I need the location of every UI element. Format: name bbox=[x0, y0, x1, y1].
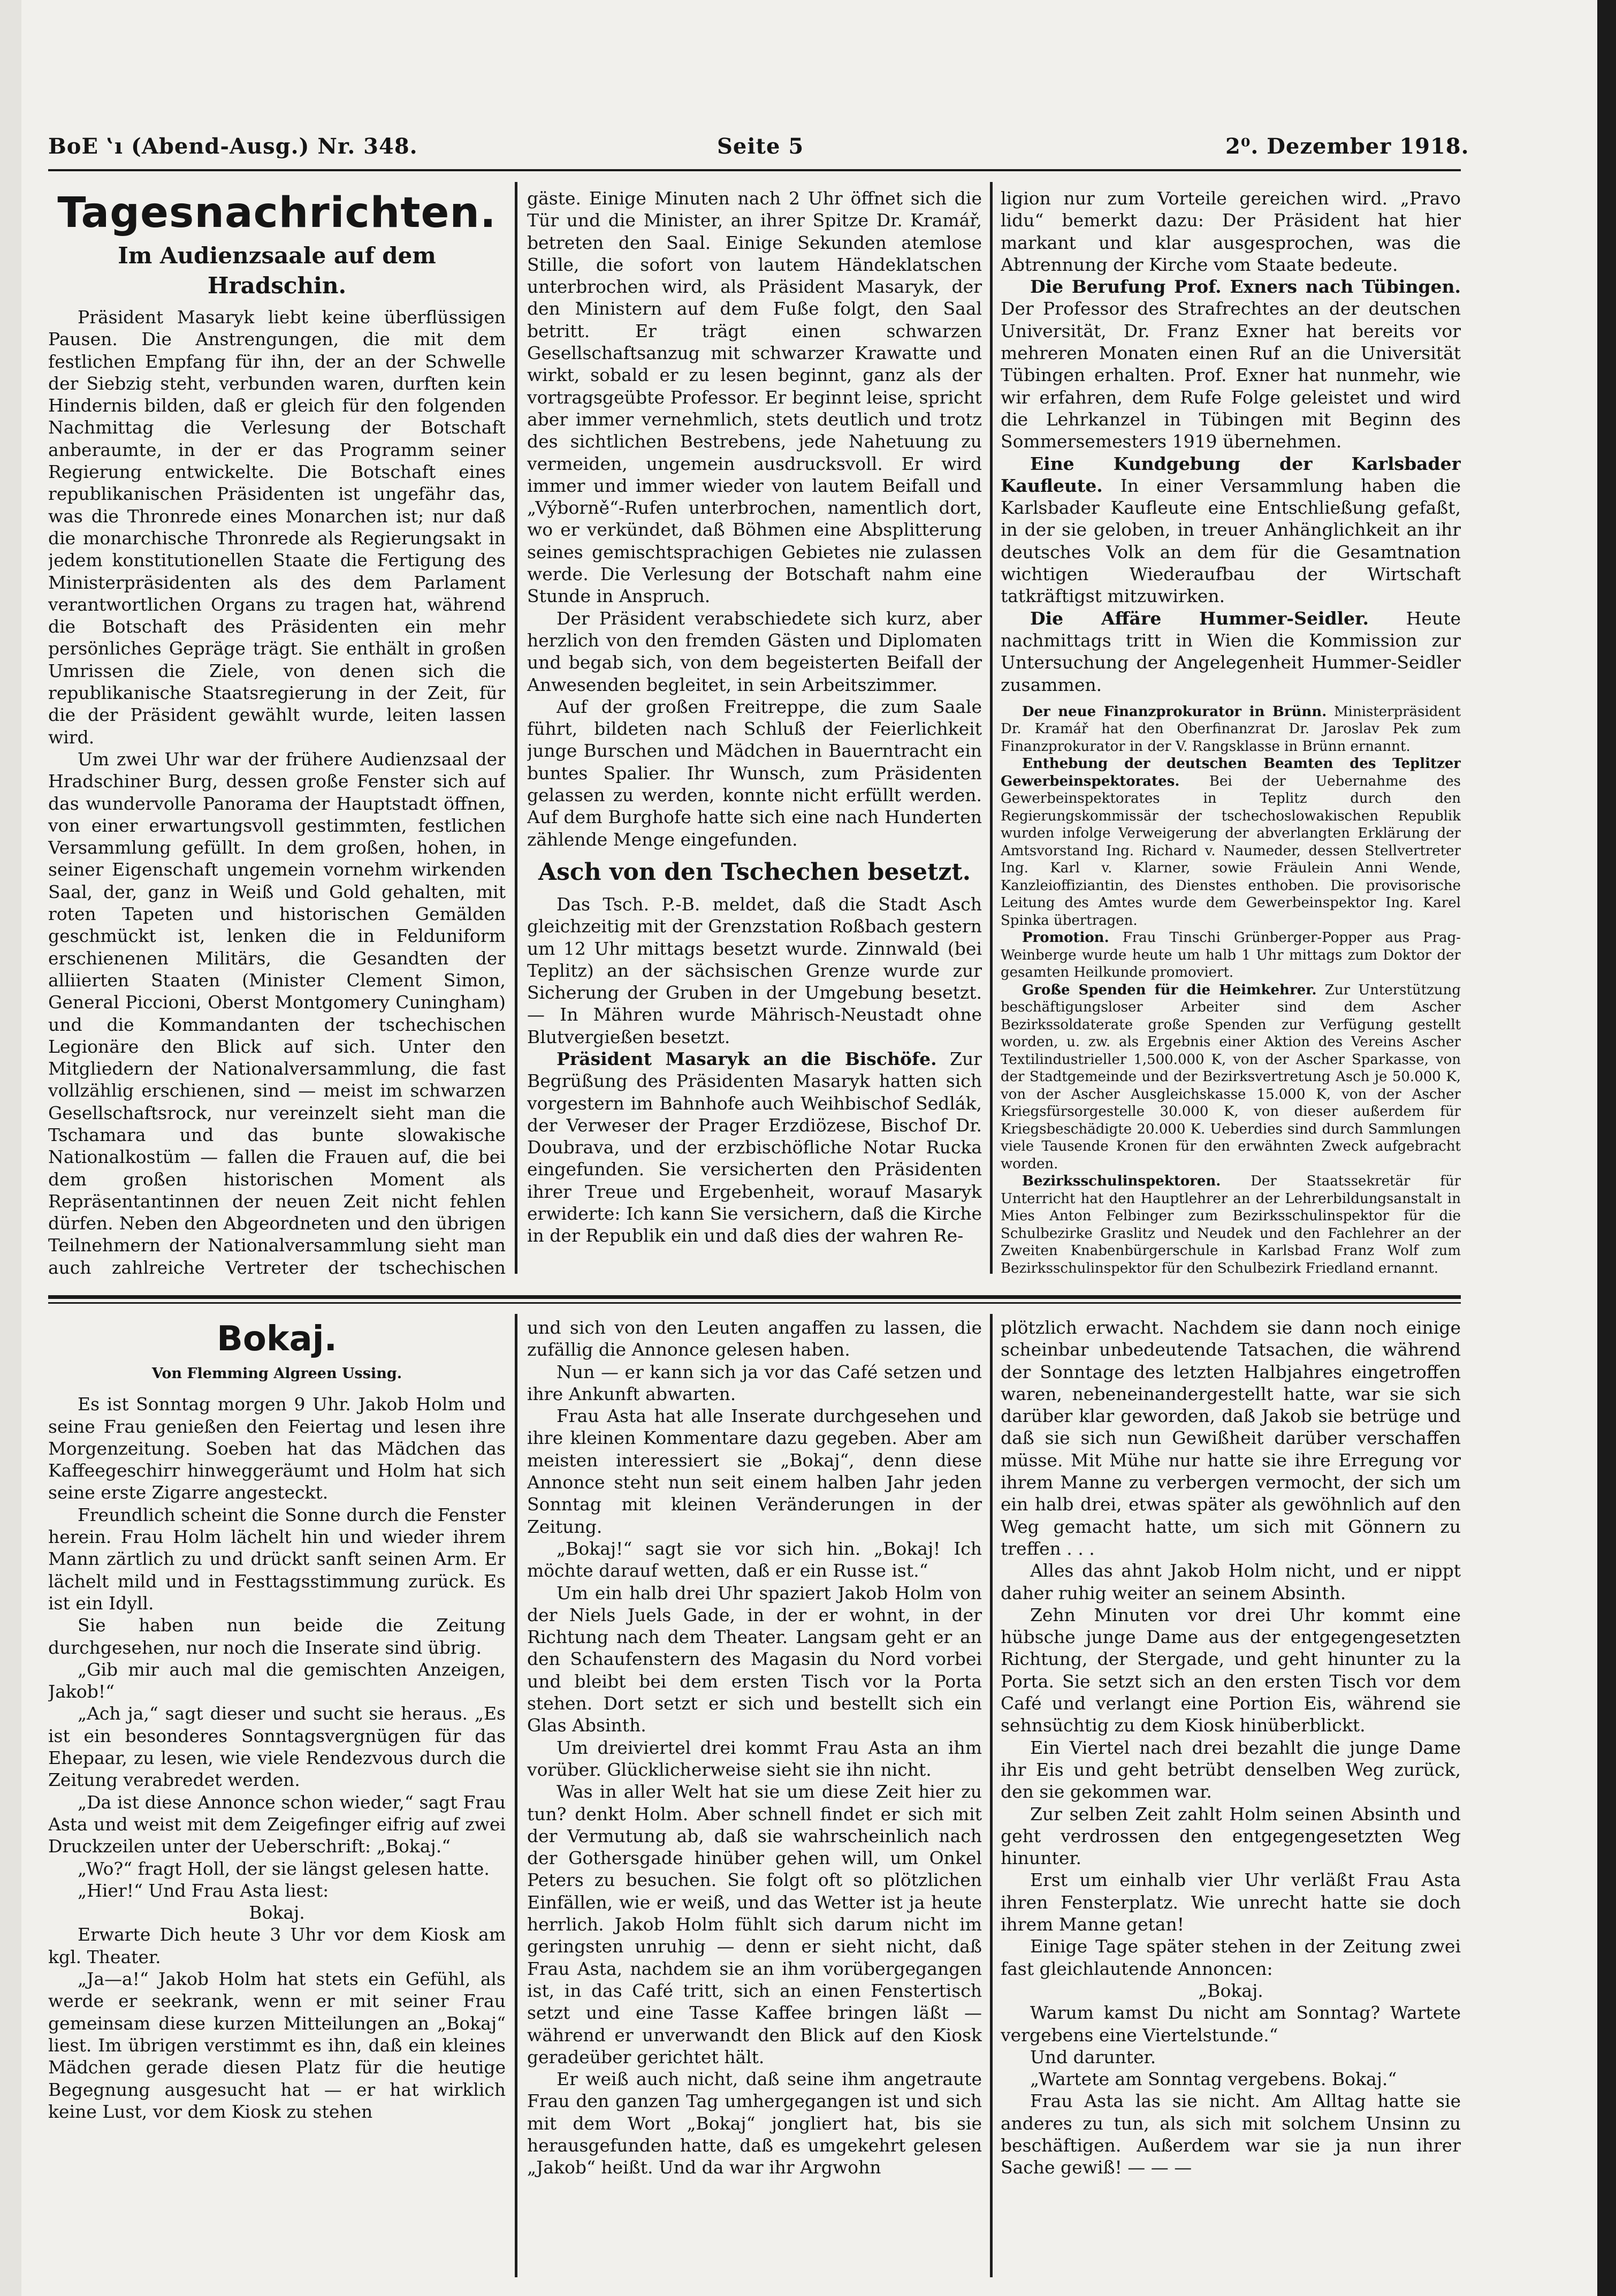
feuilleton-rule bbox=[48, 1295, 1461, 1299]
small-print-items bbox=[1001, 703, 1461, 1278]
news-item bbox=[1001, 929, 1461, 982]
news-item-text: Bei der Uebernahme des Gewerbeinspektorates in Teplitz durch den Regierungskommissär der tschechoslowakischen Republik wurden infolge Verweigerung der abverlangten Erklärung der Amtsvorstand Ing. Richard v. Naumeder, dessen Stellvertreter Ing. Karl v. Klarner, sowie Fräulein Anni Wende, Kanzleioffiziantin, des Dienstes enthoben. Die provisorische Leitung des Amtes wurde dem Gewerbeinspektor Ing. Karel Spinka übertragen. bbox=[1001, 773, 1461, 929]
column-right bbox=[1001, 187, 1461, 1279]
feuilleton-column-2 bbox=[527, 1317, 982, 2280]
paragraph: Es ist Sonntag morgen 9 Uhr. Jakob Holm und seine Frau genießen den Feiertag und lesen ihre Morgenzeitung. Soeben hat das Mädchen das Kaffeegeschirr hinweggeräumt und Holm hat sich seine erste Zigarre angesteckt. bbox=[48, 1394, 506, 1503]
paragraph: Frau Asta las sie nicht. Am Alltag hatte sie anderes zu tun, als sich mit solchem Unsinn zu beschäftigen. Außerdem war sie ja nun ihrer Sache gewiß! — — — bbox=[1001, 2090, 1461, 2178]
paragraph: Der Präsident verabschiedete sich kurz, aber herzlich von den fremden Gästen und Diplomaten und begab sich, von dem begeisterten Beifall der Anwesenden begleitet, in sein Arbeitszimmer. bbox=[527, 607, 982, 695]
paragraph: „Bokaj!“ sagt sie vor sich hin. „Bokaj! Ich möchte darauf wetten, daß er ein Russe ist.“ bbox=[527, 1538, 982, 1582]
news-item bbox=[1001, 453, 1461, 607]
paragraph: „Ja—a!“ Jakob Holm hat stets ein Gefühl, als werde er seekrank, wenn er mit seiner Frau gemeinsam diese kurzen Mitteilungen an „Bokaj“ liest. Im übrigen verstimmt es ihn, daß ein kleines Mädchen gerade diesen Platz für die heutige Begegnung ausgesucht hat — er hat wirklich keine Lust, vor dem Kiosk zu stehen bbox=[48, 1968, 506, 2122]
paragraph: Alles das ahnt Jakob Holm nicht, und er nippt daher ruhig weiter an seinem Absinth. bbox=[1001, 1560, 1461, 1603]
header-page-number: Seite 5 bbox=[717, 134, 804, 159]
paragraph: Nun — er kann sich ja vor das Café setzen und ihre Ankunft abwarten. bbox=[527, 1361, 982, 1404]
paragraph: Erst um einhalb vier Uhr verläßt Frau Asta ihren Fensterplatz. Wie unrecht hatte sie doch ihrem Manne getan! bbox=[1001, 1869, 1461, 1935]
news-item-text: Frau Tinschi Grünberger-Popper aus Prag-Weinberge wurde heute um halb 1 Uhr mittags zum Doktor der gesamten Heilkunde promoviert. bbox=[1001, 930, 1461, 981]
column-rule bbox=[990, 1314, 993, 2277]
paragraph: Frau Asta hat alle Inserate durchgesehen und ihre kleinen Kommentare dazu gegeben. Aber am meisten interessiert sie „Bokaj“, denn diese Annonce steht nun seit einem halben Jahr jeden Sonntag mit kleinen Veränderungen in der Zeitung. bbox=[527, 1405, 982, 1537]
news-item bbox=[1001, 703, 1461, 756]
feuilleton-column-3 bbox=[1001, 1317, 1461, 2280]
paragraph: „Da ist diese Annonce schon wieder,“ sagt Frau Asta und weist mit dem Zeigefinger eifrig auf zwei Druckzeilen unter der Ueberschrift: „Bokaj.“ bbox=[48, 1791, 506, 1857]
news-item bbox=[1001, 755, 1461, 929]
article-text: Zur Begrüßung des Präsidenten Masaryk hatten sich vorgestern im Bahnhofe auch Weihbischof Sedlák, der Verweser der Prager Erzdiözese, Bischof Dr. Doubrava, und der erzbischöfliche Notar Rucka eingefunden. Sie versicherten den Präsidenten ihrer Treue und Ergebenheit, worauf Masaryk erwiderte: Ich kann Sie versichern, daß die Kirche in der Republik ein und daß dies der wahren Re- bbox=[527, 1048, 982, 1246]
news-item-lead: Große Spenden für die Heimkehrer. bbox=[1022, 982, 1317, 998]
paragraph: Zehn Minuten vor drei Uhr kommt eine hübsche junge Dame aus der entgegengesetzten Richtung, der Stergade, und geht hinunter zu la Porta. Sie setzt sich an den ersten Tisch vor dem Café und verlangt eine Portion Eis, während sie sehnsüchtig zu dem Kiosk hinüberblickt. bbox=[1001, 1604, 1461, 1736]
news-item-text: Der Professor des Strafrechtes an der deutschen Universität, Dr. Franz Exner hat bereits vor mehreren Monaten einen Ruf an die Universität Tübingen erhalten. Prof. Exner hat nunmehr, wie wir erfahren, dem Rufe Folge geleistet und wird die Lehrkanzel in Tübingen mit Beginn des Sommersemesters 1919 übernehmen. bbox=[1001, 298, 1461, 452]
paragraph: „Hier!“ Und Frau Asta liest: bbox=[78, 1880, 329, 1901]
paragraph bbox=[527, 1048, 982, 1247]
paragraph: plötzlich erwacht. Nachdem sie dann noch einige scheinbar unbedeutende Tatsachen, die während der Sonntage des letzten Halbjahres eingetroffen waren, nebeneinandergestellt hatte, war sie sich darüber klar geworden, daß Jakob sie betrüge und daß sie sich nun Gewißheit darüber verschaffen müsse. Mit Mühe nur hatte sie ihre Erregung vor ihrem Manne zu verbergen vermocht, der sich um ein halb drei, etwas später als gewöhnlich auf den Weg gemacht hatte, um sich mit Gönnern zu treffen . . . bbox=[1001, 1317, 1461, 1559]
column-rule bbox=[515, 182, 517, 1274]
paragraph: Und darunter. bbox=[1030, 2046, 1156, 2067]
running-header bbox=[48, 134, 1469, 171]
column-rule bbox=[515, 1314, 517, 2277]
article-headline: Im Audienzsaale auf dem Hradschin. bbox=[118, 242, 436, 299]
scan-right-edge bbox=[1597, 0, 1616, 2296]
news-item-lead: Eine Kundgebung der Karlsbader Kaufleute. bbox=[1001, 453, 1461, 496]
feuilleton-title: Bokaj. bbox=[217, 1319, 337, 1359]
paragraph: Erwarte Dich heute 3 Uhr vor dem Kiosk am kgl. Theater. bbox=[48, 1924, 506, 1967]
news-item bbox=[1001, 276, 1461, 452]
paragraph: Sie haben nun beide die Zeitung durchgesehen, nur noch die Inserate sind übrig. bbox=[48, 1615, 506, 1658]
feuilleton-column-1 bbox=[48, 1317, 506, 2280]
paragraph: „Gib mir auch mal die gemischten Anzeigen, Jakob!“ bbox=[48, 1659, 506, 1702]
paragraph: Das Tsch. P.-B. meldet, daß die Stadt Asch gleichzeitig mit der Grenzstation Roßbach gestern um 12 Uhr mittags besetzt wurde. Zinnwald (bei Teplitz) an der sächsischen Grenze wurde zur Sicherung der Gruben in der Umgebung besetzt. — In Mähren wurde Mährisch-Neustadt ohne Blutvergießen besetzt. bbox=[527, 893, 982, 1047]
news-item-lead: Die Berufung Prof. Exners nach Tübingen. bbox=[1030, 276, 1461, 298]
news-item-lead: Promotion. bbox=[1022, 930, 1109, 946]
column-rule bbox=[990, 182, 993, 1274]
column-tagesnachrichten bbox=[48, 187, 506, 1279]
paragraph: Einige Tage später stehen in der Zeitung zwei fast gleichlautende Annoncen: bbox=[1001, 1936, 1461, 1979]
paragraph: Freundlich scheint die Sonne durch die Fenster herein. Frau Holm lächelt hin und wieder ihrem Mann zärtlich zu und drückt sanft seinen Arm. Er lächelt mild und in Festtagsstimmung zurück. Es ist ein Idyll. bbox=[48, 1504, 506, 1614]
header-date: 2⁰. Dezember 1918. bbox=[1225, 134, 1469, 159]
paragraph: Um zwei Uhr war der frühere Audienzsaal der Hradschiner Burg, dessen große Fenster sich auf das wundervolle Panorama der Hauptstadt öffnen, von einer erwartungsvoll gestimmten, festlichen Versammlung gefüllt. In dem großen, hohen, in seiner Eigenschaft ungemein vornehm wirkenden Saal, der, ganz in Weiß und Gold gehalten, mit roten Tapeten und historischen Gemälden geschmückt ist, lenken die in Felduniform erschienenen Militärs, die Gesandten der alliierten Staaten (Minister Clement Simon, General Piccioni, Oberst Montgomery Cuningham) und die Kommandanten der tschechischen Legionäre den Blick auf sich. Unter den Mitgliedern der Nationalversammlung, die fast vollzählig erschienen, sind — meist im schwarzen Gesellschaftsrock, nur vereinzelt sieht man die Tschamara und das bunte slowakische Nationalkostüm — fallen die Frauen auf, die bei dem großen historischen Moment als Repräsentantinnen der neuen Zeit nicht fehlen dürfen. Neben den Abgeordneten und den übrigen Teilnehmern der Nationalversammlung sieht man auch zahlreiche Vertreter der tschechischen bbox=[48, 748, 506, 1278]
header-paper-issue: Bo⁠E ⁠‛ı (Abend-Ausg.) Nr. 348. bbox=[48, 134, 418, 159]
article-lead: Präsident Masaryk an die Bischöfe. bbox=[557, 1048, 937, 1069]
paragraph: „Wartete am Sonntag vergebens. Bokaj.“ bbox=[1030, 2069, 1397, 2090]
news-item bbox=[1001, 607, 1461, 696]
paragraph: ligion nur zum Vorteile gereichen wird. „Pravo lidu“ bemerkt dazu: Der Präsident hat hier markant und klar ausgesprochen, was die Abtrennung der Kirche vom Staate bedeute. bbox=[1001, 188, 1461, 275]
paragraph: Was in aller Welt hat sie um diese Zeit hier zu tun? denkt Holm. Aber schnell findet er sich mit der Vermutung ab, daß sie wahrscheinlich nach der Gothersgade hinüber gehen will, um Onkel Peters zu besuchen. Sie folgt oft so plötzlichen Einfällen, wie er weiß, und das Wetter ist ja heute herrlich. Jakob Holm fühlt sich darum nicht im geringsten unruhig — denn er sieht nicht, daß Frau Asta, nachdem sie an ihm vorübergegangen ist, in das Café tritt, sich an einen Fenstertisch setzt und eine Tasse Kaffee bringen läßt — während er unverwandt den Blick auf den Kiosk geradeüber gerichtet hält. bbox=[527, 1781, 982, 2067]
feuilleton-byline: Von Flemming Algreen Ussing. bbox=[151, 1365, 402, 1382]
paragraph: Warum kamst Du nicht am Sonntag? Wartete vergebens eine Viertelstunde.“ bbox=[1001, 2002, 1461, 2046]
news-item-text: In einer Versammlung haben die Karlsbader Kaufleute eine Entschließung gefaßt, in der sie geloben, in treuer Anhänglichkeit an ihr deutsches Volk an dem für die Gesamtnation wichtigen Wiederaufbau der Wirtschaft tatkräftigst mitzuwirken. bbox=[1001, 475, 1461, 607]
paragraph: gäste. Einige Minuten nach 2 Uhr öffnet sich die Tür und die Minister, an ihrer Spitze Dr. Kramář, betreten den Saal. Einige Sekunden atemlose Stille, die sofort von lautem Händeklatschen unterbrochen wird, als Präsident Masaryk, der den Ministern auf dem Fuße folgt, den Saal betritt. Er trägt einen schwarzen Gesellschaftsanzug mit schwarzer Krawatte und wirkt, sobald er zu lesen beginnt, ganz als der vortragsgeübte Professor. Er beginnt leise, spricht aber immer vernehmlich, stets deutlich und trotz des sichtlichen Bestrebens, jede Nahetuung zu vermeiden, ungemein ausdrucksvoll. Er wird immer und immer wieder von lautem Beifall und „Výborně“-Rufen unterbrochen, namentlich dort, wo er verkündet, daß Böhmen eine Absplitterung seines gemischtsprachigen Gebietes nie zulassen werde. Die Verlesung der Botschaft nahm eine Stunde in Anspruch. bbox=[527, 188, 982, 607]
paragraph: „Wo?“ fragt Holl, der sie längst gelesen hatte. bbox=[78, 1858, 490, 1879]
paragraph: Auf der großen Freitreppe, die zum Saale führt, bildeten nach Schluß der Feierlichkeit junge Burschen und Mädchen in Bauerntracht ein buntes Spalier. Ihr Wunsch, zum Präsidenten gelassen zu werden, konnte nicht erfüllt werden. Auf dem Burghofe hatte sich eine nach Hunderten zählende Menge eingefunden. bbox=[527, 696, 982, 850]
paragraph: Zur selben Zeit zahlt Holm seinen Absinth und geht verdrossen den entgegengesetzten Weg hinunter. bbox=[1001, 1803, 1461, 1869]
paragraph: Er weiß auch nicht, daß seine ihm angetraute Frau den ganzen Tag umhergegangen ist und sich mit dem Wort „Bokaj“ jongliert hat, bis sie herausgefunden hatte, daß es umgekehrt gelesen „Jakob“ heißt. Und da war ihr Argwohn bbox=[527, 2069, 982, 2178]
quoted-ad-title: „Bokaj. bbox=[1198, 1980, 1263, 2001]
news-item-text: Heute nachmittags tritt in Wien die Kommission zur Untersuchung der Angelegenheit Hummer-Seidler zusammen. bbox=[1001, 607, 1461, 695]
paragraph: Ein Viertel nach drei bezahlt die junge Dame ihr Eis und geht betrübt denselben Weg zurück, den sie gekommen war. bbox=[1001, 1737, 1461, 1803]
column-middle bbox=[527, 187, 982, 1279]
news-item-lead: Die Affäre Hummer-Seidler. bbox=[1030, 607, 1369, 629]
section-title: Tagesnachrichten. bbox=[57, 189, 497, 237]
article-headline: Asch von den Tschechen besetzt. bbox=[538, 858, 971, 886]
news-item-text: Der Staatssekretär für Unterricht hat den Hauptlehrer an der Lehrerbildungsanstalt in Mies Anton Felbinger zum Bezirksschulinspektor für die Schulbezirke Graslitz und Neudek und den Fachlehrer an der Zweiten Knabenbürgerschule in Karlsbad Franz Wolf zum Bezirksschulinspektor für den Schulbezirk Friedland ernannt. bbox=[1001, 1173, 1461, 1276]
header-rule bbox=[48, 169, 1461, 171]
news-item-text: Ministerpräsident Dr. Kramář hat den Oberfinanzrat Dr. Jaroslav Pek zum Finanzprokurator in der V. Rangsklasse in Brünn ernannt. bbox=[1001, 703, 1461, 755]
news-item bbox=[1001, 1173, 1461, 1277]
paragraph: Um dreiviertel drei kommt Frau Asta an ihm vorüber. Glücklicherweise sieht sie ihn nicht. bbox=[527, 1737, 982, 1780]
feuilleton-rule bbox=[48, 1302, 1461, 1304]
news-item bbox=[1001, 982, 1461, 1173]
paragraph: „Ach ja,“ sagt dieser und sucht sie heraus. „Es ist ein besonderes Sonntagsvergnügen für das Ehepaar, zu lesen, wie viele Rendezvous durch die Zeitung verabredet werden. bbox=[48, 1703, 506, 1791]
scan-left-margin bbox=[0, 0, 21, 2296]
news-item-lead: Der neue Finanzprokurator in Brünn. bbox=[1022, 703, 1327, 720]
paragraph: Um ein halb drei Uhr spaziert Jakob Holm von der Niels Juels Gade, in der er wohnt, in der Richtung nach dem Theater. Langsam geht er an den Schaufenstern des Magasin du Nord vorbei und bleibt bei dem ersten Tisch vor la Porta stehen. Dort setzt er sich und bestellt sich ein Glas Absinth. bbox=[527, 1582, 982, 1736]
news-item-text: Zur Unterstützung beschäftigungsloser Arbeiter sind dem Ascher Bezirkssoldaterate große Spenden zur Verfügung gestellt worden, u. zw. als Ergebnis einer Aktion des Vereins Ascher Textilindustrieller 1,500.000 K, von der Ascher Sparkasse, von der Stadtgemeinde und der Bezirksvertretung Asch je 50.000 K, von der Ascher Ausgleichskasse 15.000 K, von der Ascher Kriegsfürsorgestelle 30.000 K, von dieser außerdem für Kriegsbeschädigte 20.000 K. Ueberdies sind durch Sammlungen viele Tausende Kronen für den erwähnten Zweck aufgebracht worden. bbox=[1001, 982, 1461, 1172]
news-item-lead: Enthebung der deutschen Beamten des Teplitzer Gewerbeinspektorates. bbox=[1001, 756, 1461, 789]
paragraph: Präsident Masaryk liebt keine überflüssigen Pausen. Die Anstrengungen, die mit dem festlichen Empfang für ihn, der an der Schwelle der Siebzig steht, verbunden waren, durften kein Hindernis bilden, daß er gleich für den folgenden Nachmittag die Verlesung der Botschaft anberaumte, in der er das Programm seiner Regierung entwickelte. Die Botschaft eines republikanischen Präsidenten ist ungefähr das, was die Thronrede eines Monarchen ist; nur daß die monarchische Thronrede als Regierungsakt in jedem konstitutionellen Staate die Fertigung des Ministerpräsidenten als des dem Parlament verantwortlichen Organs zu tragen hat, während die Botschaft des Präsidenten ein mehr persönliches Gepräge trägt. Sie enthält in großen Umrissen die Ziele, von denen sich die republikanische Staatsregierung in der Zeit, für die der Präsident gewählt wurde, leiten lassen wird. bbox=[48, 307, 506, 748]
paragraph: und sich von den Leuten angaffen zu lassen, die zufällig die Annonce gelesen haben. bbox=[527, 1317, 982, 1360]
news-item-lead: Bezirksschulinspektoren. bbox=[1022, 1173, 1221, 1190]
quoted-ad-title: Bokaj. bbox=[249, 1902, 305, 1924]
